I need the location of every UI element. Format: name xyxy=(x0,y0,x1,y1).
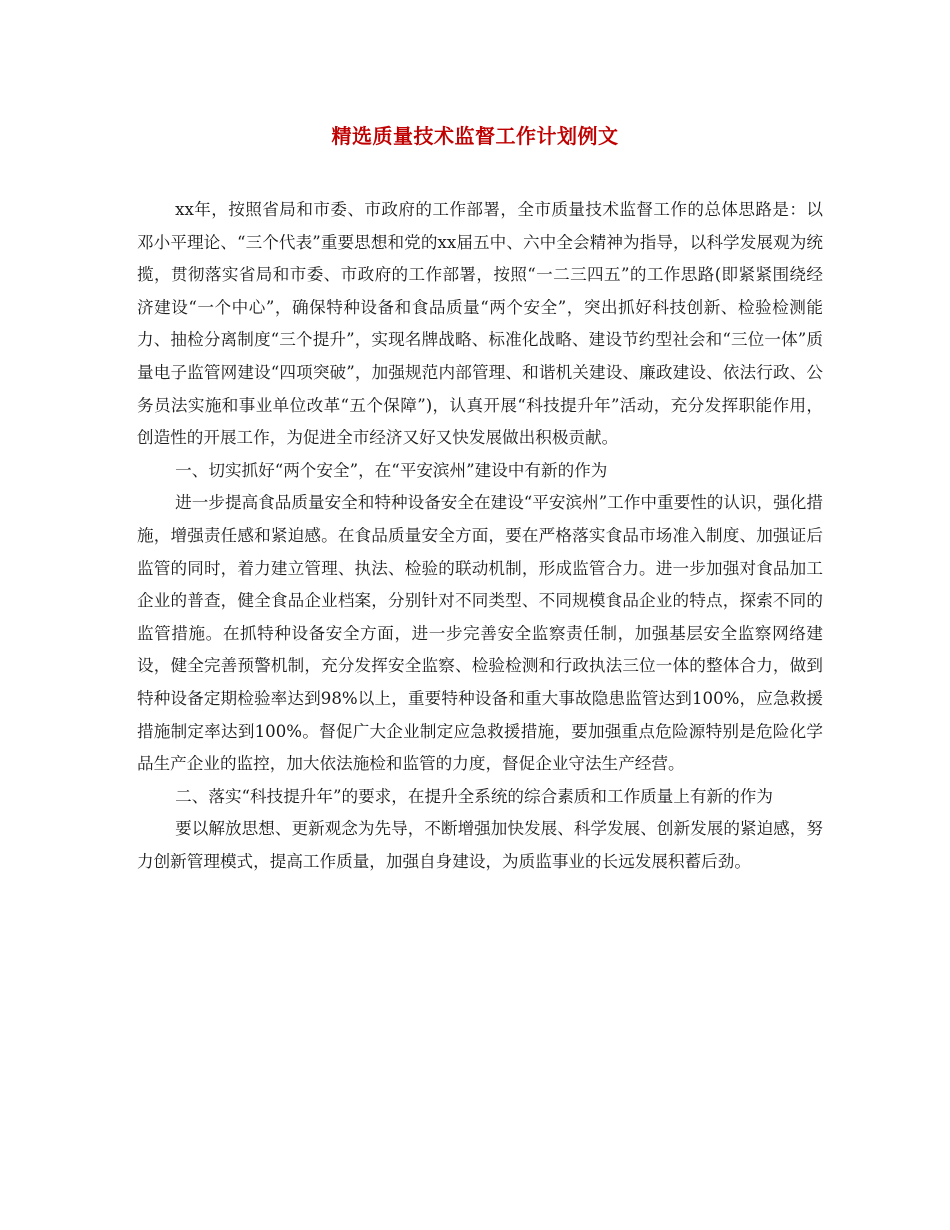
document-body xyxy=(137,194,823,878)
paragraph-section-2: 要以解放思想、更新观念为先导，不断增强加快发展、科学发展、创新发展的紧迫感，努力创新管理模式，提高工作质量，加强自身建设，为质监事业的长远发展积蓄后劲。 xyxy=(137,819,823,871)
section-heading-2: 二、落实“科技提升年”的要求，在提升全系统的综合素质和工作质量上有新的作为 xyxy=(175,786,773,806)
paragraph-section-1: 进一步提高食品质量安全和特种设备安全在建设“平安滨州”工作中重要性的认识，强化措施，增强责任感和紧迫感。在食品质量安全方面，要在严格落实食品市场准入制度、加强证后监管的同时，着力建立管理、执法、检验的联动机制，形成监管合力。进一步加强对食品加工企业的普查，健全食品企业档案，分别针对不同类型、不同规模食品企业的特点，探索不同的监管措施。在抓特种设备安全方面，进一步完善安全监察责任制，加强基层安全监察网络建设，健全完善预警机制，充分发挥安全监察、检验检测和行政执法三位一体的整体合力，做到特种设备定期检验率达到98%以上，重要特种设备和重大事故隐患监管达到100%，应急救援措施制定率达到100%。督促广大企业制定应急救援措施，要加强重点危险源特别是危险化学品生产企业的监控，加大依法施检和监管的力度，督促企业守法生产经营。 xyxy=(137,493,823,774)
document-title: 精选质量技术监督工作计划例文 xyxy=(331,124,619,148)
paragraph-overview: xx年，按照省局和市委、市政府的工作部署，全市质量技术监督工作的总体思路是：以邓小平理论、“三个代表”重要思想和党的xx届五中、六中全会精神为指导，以科学发展观为统揽，贯彻落实省局和市委、市政府的工作部署，按照“一二三四五”的工作思路(即紧紧围绕经济建设“一个中心”，确保特种设备和食品质量“两个安全”，突出抓好科技创新、检验检测能力、抽检分离制度“三个提升”，实现名牌战略、标准化战略、建设节约型社会和“三位一体”质量电子监管网建设“四项突破”，加强规范内部管理、和谐机关建设、廉政建设、依法行政、公务员法实施和事业单位改革“五个保障”)，认真开展“科技提升年”活动，充分发挥职能作用，创造性的开展工作，为促进全市经济又好又快发展做出积极贡献。 xyxy=(137,200,823,448)
section-heading-1: 一、切实抓好“两个安全”，在“平安滨州”建设中有新的作为 xyxy=(175,460,608,480)
